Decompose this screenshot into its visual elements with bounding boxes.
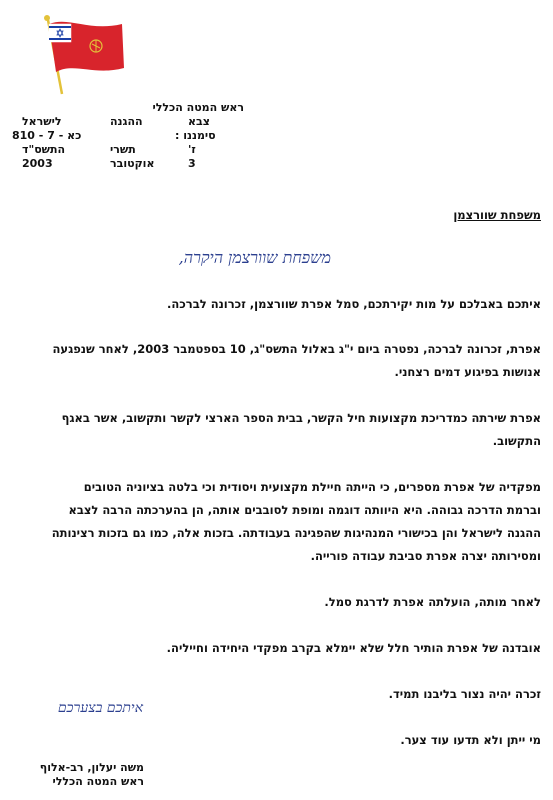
paragraph-service-line-2: התקשוב. bbox=[492, 434, 541, 448]
date-day: 3 bbox=[188, 157, 196, 170]
paragraph-remembrance: זכרה יהיה נצור בליבנו תמיד. bbox=[388, 687, 541, 701]
hebrew-date-day: ז' bbox=[188, 143, 196, 156]
reference-label: סימננו : bbox=[175, 129, 216, 142]
handwritten-closing: איתכם בצערכם bbox=[57, 700, 143, 716]
paragraph-death-line-2: אנושות בפיגוע דמים רצחני. bbox=[394, 365, 541, 379]
recipient-line: משפחת שוורצמן bbox=[453, 208, 541, 222]
reference-number: כא - 7 - 810 bbox=[12, 129, 82, 142]
hebrew-date-year: התשס"ד bbox=[22, 143, 66, 156]
paragraph-death-line-1: אפרת, זכרונה לברכה, נפטרה ביום י"ג באלול התשס"ג, 10 בספטמבר 2003, לאחר שנפגעה bbox=[52, 342, 541, 356]
paragraph-commanders-line-1: מפקדיה של אפרת מספרים, כי הייתה חיילת מקצועית ויסודית וכי בלטה בציוניה הטובים bbox=[83, 480, 541, 494]
date-month: אוקטובר bbox=[110, 157, 155, 170]
paragraph-commanders-line-2: וברמת הדרכה גבוהה. היא היוותה דוגמה ומופת לסובבים אותה, הן בהערכתה הרבה לצבא bbox=[68, 503, 541, 517]
paragraph-commanders-line-4: ומסירותה יצרה אפרת סביבת עבודה פורייה. bbox=[310, 549, 541, 563]
hebrew-date-month: תשרי bbox=[110, 143, 136, 156]
signature-title: ראש המטה הכללי bbox=[52, 775, 144, 788]
paragraph-service-line-1: אפרת שירתה כמדריכת מקצועות חיל הקשר, בבית הספר הארצי לקשר ותקשוב, אשר באגף bbox=[61, 411, 541, 425]
org-word-1: צבא bbox=[188, 115, 210, 128]
paragraph-loss: אובדנה של אפרת הותיר חלל שלא יימלא בקרב מפקדי היחידה וחייליה. bbox=[166, 641, 541, 655]
org-word-3: לישראל bbox=[22, 115, 62, 128]
office-title: ראש המטה הכללי bbox=[152, 101, 244, 114]
paragraph-condolence: איתכם באבלכם על מות יקירתכם, סמל אפרת שוורצמן, זכרונה לברכה. bbox=[167, 297, 541, 311]
org-word-2: ההגנה bbox=[110, 115, 143, 128]
paragraph-blessing: מי ייתן ולא תדעו עוד צער. bbox=[400, 733, 541, 747]
date-year: 2003 bbox=[22, 157, 53, 170]
handwritten-greeting: משפחת שוורצמן היקרה, bbox=[178, 248, 331, 267]
paragraph-commanders-line-3: ההגנה לישראל והן בכישורי המנהיגות שהפגינה בעבודתה. בזכות אלה, כמו גם בזכות רצינותה bbox=[51, 526, 541, 540]
paragraph-promotion: לאחר מותה, הועלתה אפרת לדרגת סמל. bbox=[324, 595, 541, 609]
signature-name: משה יעלון, רב-אלוף bbox=[39, 761, 144, 774]
